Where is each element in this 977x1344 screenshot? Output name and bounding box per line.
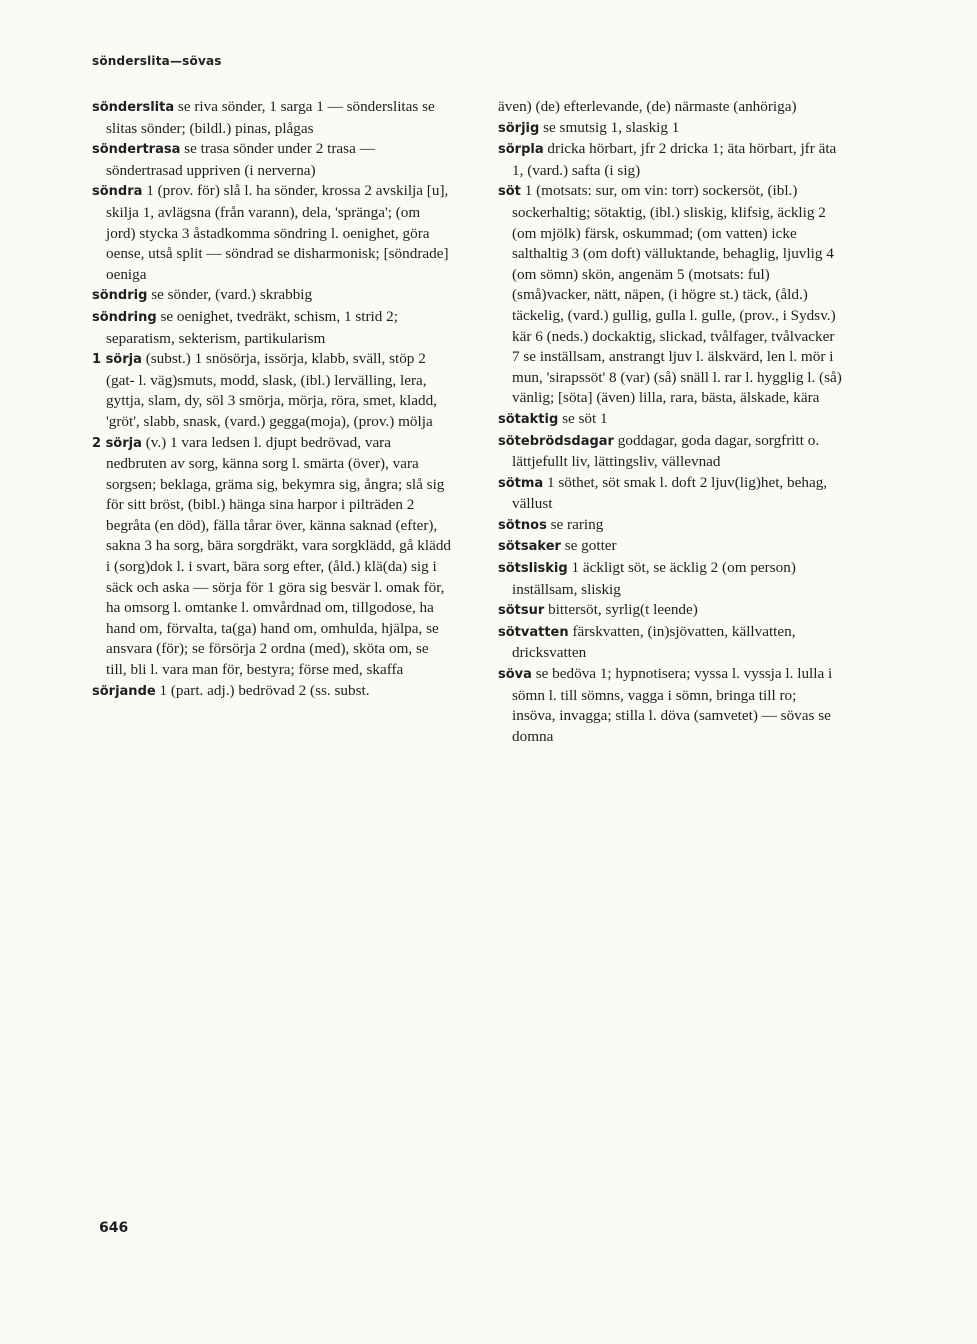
dictionary-entry — [498, 558, 842, 600]
entry-definition: 1 söthet, söt smak l. doft 2 ljuv(lig)het, behag, vällust — [512, 473, 828, 513]
entry-definition: se smutsig 1, slaskig 1 — [543, 118, 680, 136]
entry-headword: sötsliskig — [498, 561, 568, 577]
dictionary-entry — [498, 473, 842, 515]
entry-definition: 1 äckligt söt, se äcklig 2 (om person) inställsam, sliskig — [512, 559, 796, 598]
entry-headword: söndring — [92, 309, 157, 325]
dictionary-entry — [92, 349, 452, 432]
dictionary-entry — [498, 515, 842, 537]
entry-definition: se bedöva 1; hypnotisera; vyssa l. vyssja l. lulla i sömn l. till sömns, vagga i sömn, bringa till ro; insöva, invagga; stilla l. döva (samvetet) — sövas se domna — [512, 665, 833, 745]
entry-headword: sötvatten — [498, 624, 569, 640]
dictionary-entry — [92, 681, 452, 703]
entry-headword: söndertrasa — [92, 142, 181, 158]
dictionary-entry — [498, 622, 842, 664]
entry-headword: söva — [498, 667, 532, 683]
entry-definition: 1 (part. adj.) bedrövad 2 (ss. subst. — [159, 681, 370, 699]
running-head: sönderslita—sövas — [92, 54, 222, 68]
dictionary-entry — [498, 600, 842, 622]
dictionary-entry — [498, 664, 842, 747]
entry-headword: sönderslita — [92, 100, 175, 115]
entry-definition: dricka hörbart, jfr 2 dricka 1; äta hörbart, jfr äta 1, (vard.) safta (i sig) — [512, 140, 837, 179]
dictionary-entry — [498, 409, 842, 431]
entry-definition: (subst.) 1 snösörja, issörja, klabb, sväll, stöp 2 (gat- l. väg)smuts, modd, slask, (ibl.) lervälling, lera, gyttja, slam, dy, söl 3 smörja, mörja, röra, smet, kladd, 'gröt', slabb, snask, (vard.) gegga(moja), (prov.) mölja — [106, 350, 437, 430]
left-column — [92, 97, 452, 702]
entry-headword: söndrig — [92, 288, 148, 304]
entry-headword: sötebrödsdagar — [498, 433, 614, 449]
entry-definition: se riva sönder, 1 sarga 1 — sönderslitas se slitas sönder; (bildl.) pinas, plågas — [106, 98, 435, 137]
dictionary-entry — [498, 139, 842, 181]
entry-headword: sötsaker — [498, 539, 561, 555]
entry-definition: (v.) 1 vara ledsen l. djupt bedrövad, vara nedbruten av sorg, känna sorg l. smärta (över), vara sorgsen; beklaga, gräma sig, bekymra sig, ångra; slå sig för sitt bröst, (bibl.) hänga sina harpor i pilträden 2 begråta (en död), fälla tårar över, känna saknad (efter), sakna 3 ha sorg, bära sorgdräkt, vara sorgklädd, gå klädd i (sorg)dok l. i svart, bära sorg efter, (åld.) klä(da) sig i säck och aska — sörja för 1 göra sig besvär l. omak för, ha omsorg l. omtanke l. omvårdnad om, tillgodose, ha hand om, förvalta, ta(ga) hand om, omhulda, hjälpa, se ansvara (för); se försörja 2 ordna (med), sköta om, se till, bli l. vara man för, bestyra; förse med, skaffa — [106, 433, 452, 679]
entry-headword: sörpla — [498, 142, 544, 158]
entry-definition: 1 (prov. för) slå l. ha sönder, krossa 2 avskilja [u], skilja 1, avlägsna (från varann), dela, 'spränga'; (om jord) stycka 3 åstadkomma söndring l. oenighet, göra oense, utså split — söndrad se disharmonisk; [söndrade] oeniga — [106, 182, 449, 283]
entry-headword: sörjande — [92, 683, 156, 699]
dictionary-entry — [498, 431, 842, 473]
entry-definition: se raring — [550, 515, 604, 533]
entry-headword: söt — [498, 184, 521, 200]
entry-headword: sötnos — [498, 517, 547, 533]
entry-headword: sörjig — [498, 120, 540, 136]
entry-headword: sötma — [498, 475, 544, 491]
entry-headword: sötaktig — [498, 411, 559, 427]
entry-definition: även) (de) efterlevande, (de) närmaste (anhöriga) — [498, 98, 797, 115]
dictionary-entry — [92, 181, 452, 285]
entry-definition: se gotter — [564, 537, 617, 555]
dictionary-entry — [498, 118, 842, 140]
dictionary-entry — [498, 181, 842, 409]
dictionary-entry — [92, 307, 452, 349]
entry-headword: 2 sörja — [92, 435, 142, 451]
dictionary-entry — [92, 285, 452, 307]
entry-definition: se sönder, (vard.) skrabbig — [151, 286, 313, 304]
entry-definition: färskvatten, (in)sjövatten, källvatten, dricksvatten — [512, 622, 796, 662]
dictionary-entry — [498, 97, 842, 118]
right-column — [498, 97, 842, 747]
entry-definition: se söt 1 — [562, 409, 608, 427]
entry-definition: goddagar, goda dagar, sorgfritt o. lättjefullt liv, lättingsliv, vällevnad — [512, 431, 820, 471]
entry-definition: bittersöt, syrlig(t leende) — [548, 601, 698, 619]
entry-definition: se oenighet, tvedräkt, schism, 1 strid 2; separatism, sekterism, partikularism — [106, 307, 398, 347]
dictionary-entry — [92, 433, 452, 681]
dictionary-entry — [498, 536, 842, 558]
dictionary-entry — [92, 97, 452, 139]
page-number: 646 — [99, 1220, 129, 1236]
dictionary-entry — [92, 139, 452, 181]
entry-headword: söndra — [92, 184, 143, 200]
entry-definition: se trasa sönder under 2 trasa — söndertrasad uppriven (i nerverna) — [106, 140, 375, 179]
entry-definition: 1 (motsats: sur, om vin: torr) sockersöt, (ibl.) sockerhaltig; sötaktig, (ibl.) sliskig, klifsig, äcklig 2 (om mjölk) färsk, oskummad; (om vatten) icke salthaltig 3 (om doft) välluktande, behaglig, ljuvlig 4 (om sömn) skön, angenäm 5 (motsats: ful) (små)vacker, nätt, näpen, (i högre st.) täck, (åld.) täckelig, (vard.) gullig, gulla l. gulle, (prov., i Sydsv.) kär 6 (neds.) dockaktig, slickad, tvålfager, tvålvacker 7 se inställsam, anstrangt ljuv l. älskvärd, len l. mör i mun, 'sirapssöt' 8 (var) (så) snäll l. rar l. hygglig l. (så) vänlig; [söta] (även) lilla, rara, bästa, älskade, kära — [512, 182, 842, 407]
entry-headword: sötsur — [498, 603, 545, 619]
entry-headword: 1 sörja — [92, 352, 142, 368]
